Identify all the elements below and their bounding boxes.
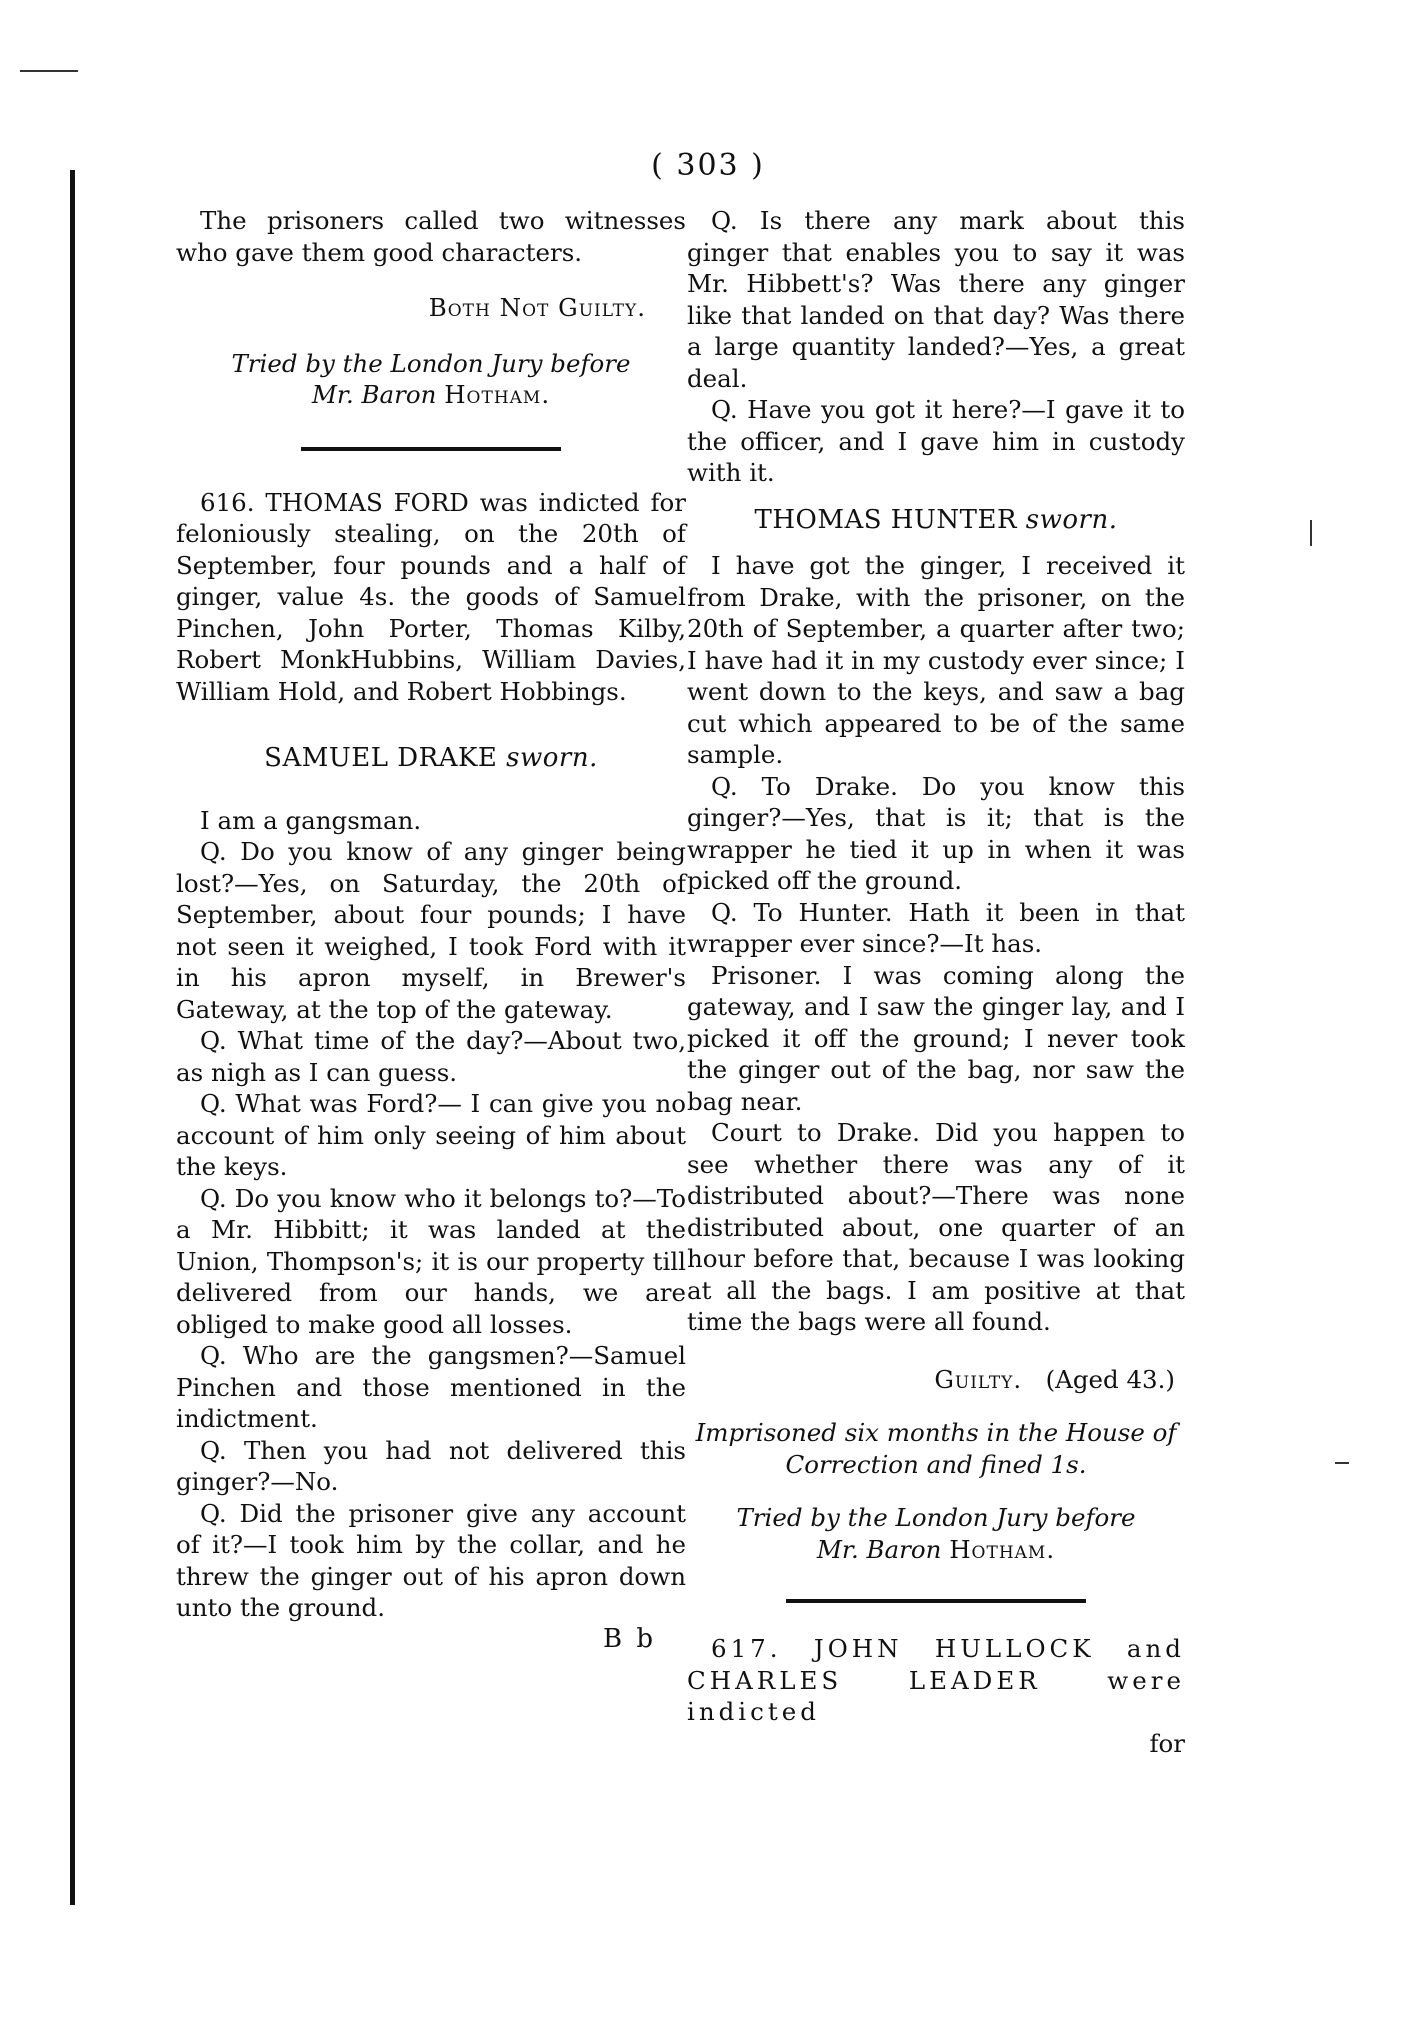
section-rule xyxy=(786,1599,1086,1603)
scan-mark xyxy=(1335,1462,1349,1464)
testimony-paragraph: Prisoner. I was coming along the gateway, and I saw the ginger lay, and I picked it off the ground; I never took the ginger out of the bag, nor saw the bag near. xyxy=(687,960,1185,1116)
testimony-paragraph: Q. To Hunter. Hath it been in that wrapper ever since?—It has. xyxy=(687,897,1185,958)
testimony-paragraph: Q. Did the prisoner give any account of it?—I took him by the collar, and he threw the ginger out of his apron down unto the ground. xyxy=(176,1498,686,1622)
testimony-paragraph: I have got the ginger, I received it from Drake, with the prisoner, on the 20th of September, a quarter after two; I have had it in my custody ever since; I went down to the keys, and saw a bag cut which appeared to be of the same sample. xyxy=(687,551,1185,769)
section-rule xyxy=(301,447,561,451)
case-paragraph: 616. THOMAS FORD was indicted for feloniously stealing, on the 20th of September, four pounds and a half of ginger, value 4s. the goods of Samuel Pinchen, John Porter, Thomas Kilby, Robert MonkHubbins, William Davies, William Hold, and Robert Hobbings. xyxy=(176,487,686,706)
testimony xyxy=(176,805,686,1624)
signature-mark: B b xyxy=(602,1623,656,1654)
testimony-paragraph: Q. Have you got it here?—I gave it to the officer, and I gave him in custody with it. xyxy=(687,395,1185,487)
witness-heading: THOMAS HUNTER sworn. xyxy=(754,504,1118,535)
paragraph: The prisoners called two witnesses who gave them good characters. xyxy=(176,206,686,267)
sentence: Imprisoned six months in the House of Correction and fined 1s. xyxy=(695,1418,1177,1479)
testimony-paragraph: Q. Do you know who it belongs to?—To a Mr. Hibbitt; it was landed at the Union, Thompson's; it is our property till delivered from our hands, we are obliged to make good all losses. xyxy=(176,1183,686,1339)
scan-mark xyxy=(20,70,78,72)
page-number: ( 303 ) xyxy=(651,148,765,183)
verdict: Both Not Guilty. xyxy=(428,293,646,322)
witness-heading: SAMUEL DRAKE sworn. xyxy=(264,743,598,773)
tried-line: Tried by the London Jury before xyxy=(231,348,631,378)
case-paragraph: 617. JOHN HULLOCK and CHARLES LEADER were indicted xyxy=(687,1634,1185,1726)
testimony-paragraph: Q. Then you had not delivered this ginger?—No. xyxy=(176,1435,686,1496)
left-column xyxy=(176,205,686,1655)
right-column xyxy=(687,205,1185,1759)
tried-line: Mr. Baron Hotham. xyxy=(311,380,551,409)
testimony-paragraph: Q. To Drake. Do you know this ginger?—Yes, that is it; that is the wrapper he tied it up in when it was picked off the ground. xyxy=(687,771,1185,895)
testimony xyxy=(687,550,1185,1338)
verdict: Guilty. (Aged 43.) xyxy=(934,1364,1175,1394)
scan-mark xyxy=(1310,520,1312,546)
testimony-paragraph: Q. What time of the day?—About two, as nigh as I can guess. xyxy=(176,1026,686,1087)
testimony-paragraph: Q. What was Ford?— I can give you no account of him only seeing of him about the keys. xyxy=(176,1089,686,1181)
testimony-paragraph: Q. Do you know of any ginger being lost?—Yes, on Saturday, the 20th of September, about four pounds; I have not seen it weighed, I took Ford with it in his apron myself, in Brewer's Gateway, at the top of the gateway. xyxy=(176,837,686,1024)
tried-line: Mr. Baron Hotham. xyxy=(816,1534,1056,1564)
testimony-paragraph: Court to Drake. Did you happen to see whether there was any of it distributed about?—There was none distributed about, one quarter of an hour before that, because I was looking at all the bags. I am positive at that time the bags were all found. xyxy=(687,1118,1185,1336)
catchword: for xyxy=(1149,1728,1185,1758)
testimony-paragraph: Q. Is there any mark about this ginger that enables you to say it was Mr. Hibbett's? Was there any ginger like that landed on that day? Was there a large quantity landed?—Yes, a great deal. xyxy=(687,206,1185,393)
tried-line: Tried by the London Jury before xyxy=(736,1503,1136,1532)
testimony-paragraph: I am a gangsman. xyxy=(200,805,422,835)
binding-edge-line xyxy=(70,170,75,1905)
testimony-paragraph: Q. Who are the gangsmen?—Samuel Pinchen and those mentioned in the indictment. xyxy=(176,1341,686,1433)
